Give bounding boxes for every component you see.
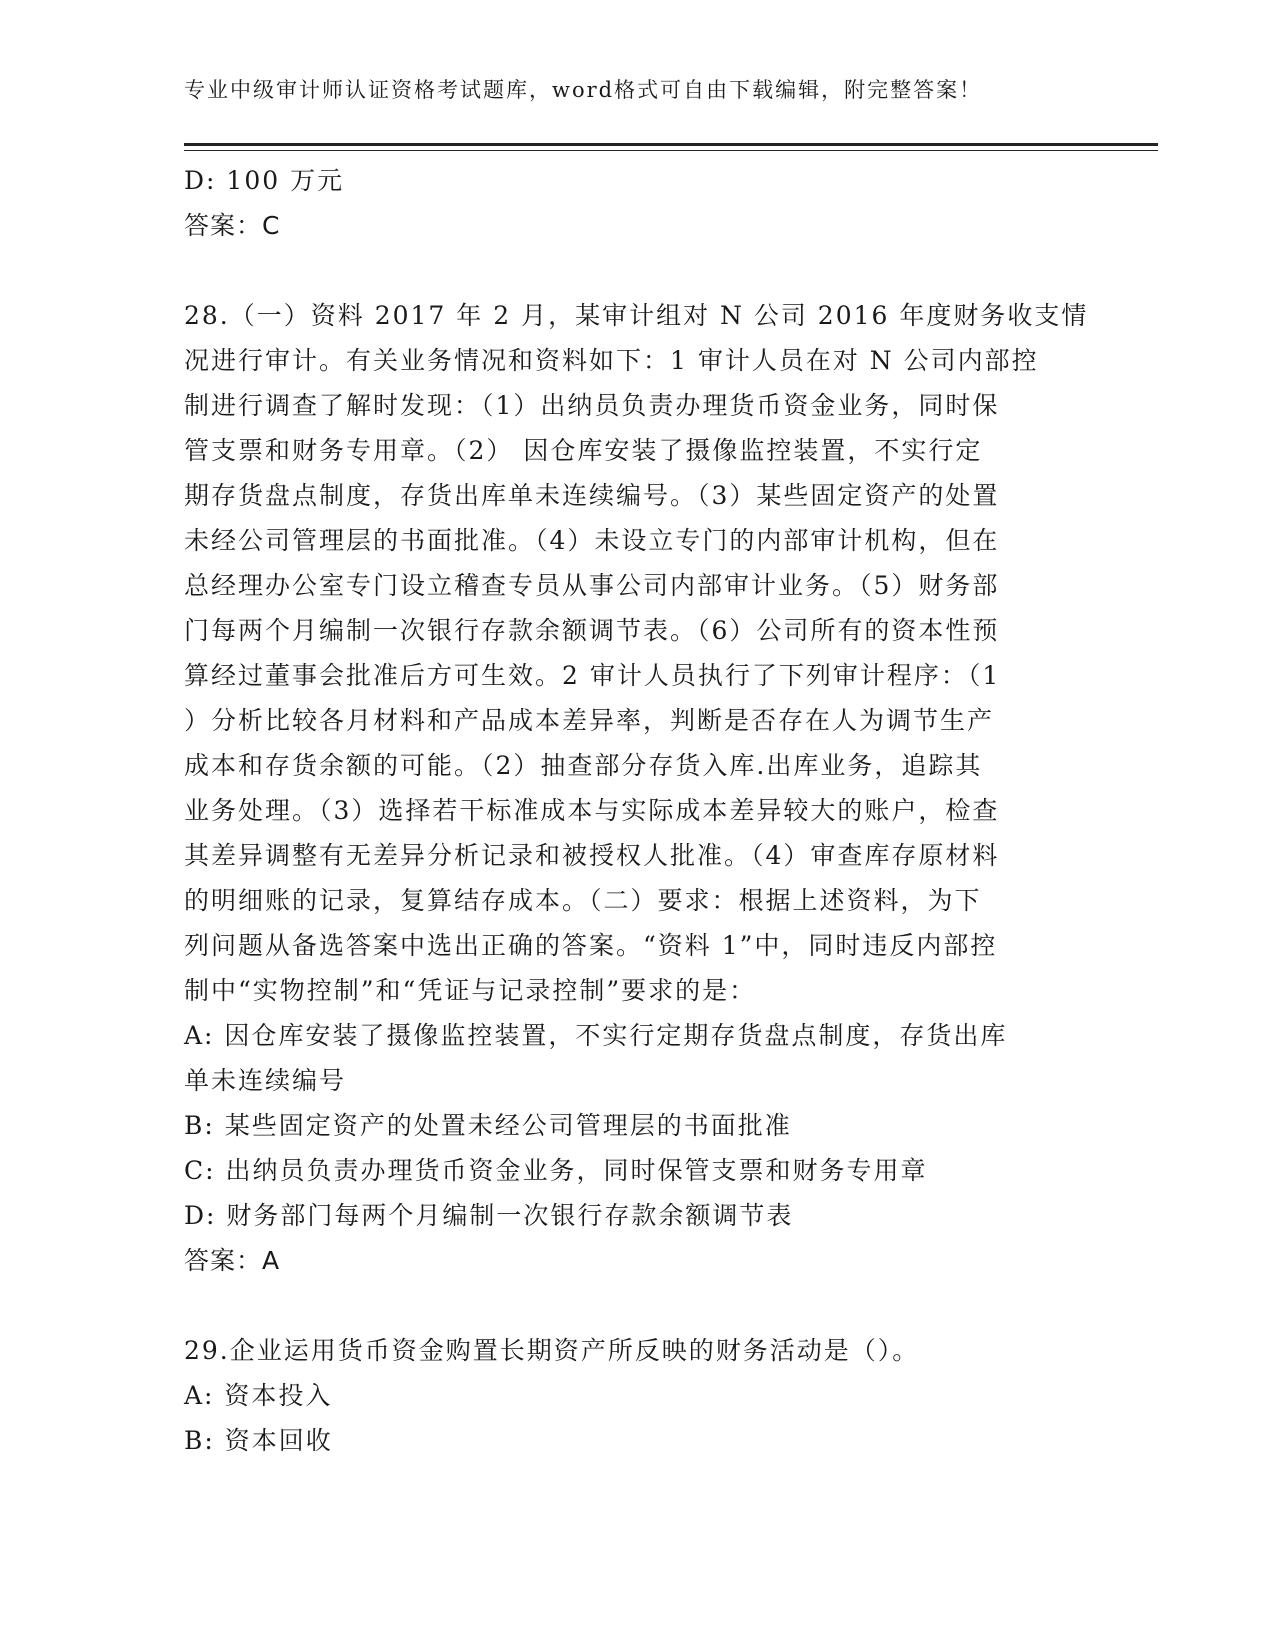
- question-29-stem: 29.企业运用货币资金购置长期资产所反映的财务活动是（）。: [184, 1336, 920, 1365]
- question-28-option-b: B: 某些固定资产的处置未经公司管理层的书面批准: [184, 1111, 792, 1140]
- document-body: [184, 158, 1089, 1463]
- page-header: 专业中级审计师认证资格考试题库，word格式可自由下载编辑，附完整答案！: [184, 78, 983, 102]
- question-28-line: 门每两个月编制一次银行存款余额调节表。（6）公司所有的资本性预: [184, 616, 1000, 645]
- question-28-option-d: D: 财务部门每两个月编制一次银行存款余额调节表: [184, 1201, 794, 1230]
- question-28-option-a: A: 因仓库安装了摄像监控装置，不实行定期存货盘点制度，存货出库: [184, 1021, 1008, 1050]
- header-rule-thin: [184, 150, 1158, 151]
- question-28-line: 期存货盘点制度，存货出库单未连续编号。（3）某些固定资产的处置: [184, 481, 1000, 510]
- question-28-line: 未经公司管理层的书面批准。（4）未设立专门的内部审计机构，但在: [184, 526, 1000, 555]
- question-28-line: 制进行调查了解时发现：（1）出纳员负责办理货币资金业务，同时保: [184, 391, 1000, 420]
- question-29-option-a: A: 资本投入: [184, 1381, 333, 1410]
- question-28-line: 列问题从备选答案中选出正确的答案。“资料 1”中，同时违反内部控: [184, 931, 998, 960]
- question-28-line: 管支票和财务专用章。（2） 因仓库安装了摄像监控装置，不实行定: [184, 436, 983, 465]
- question-28-stem: [184, 293, 1089, 1013]
- question-28-option-c: C: 出纳员负责办理货币资金业务，同时保管支票和财务专用章: [184, 1156, 928, 1185]
- question-28-line: 业务处理。（3）选择若干标准成本与实际成本差异较大的账户，检查: [184, 796, 1000, 825]
- question-28-line: 况进行审计。有关业务情况和资料如下：1 审计人员在对 N 公司内部控: [184, 346, 1039, 375]
- spacer: [184, 1283, 1084, 1328]
- question-28-line: 的明细账的记录，复算结存成本。（二）要求：根据上述资料，为下: [184, 886, 982, 915]
- question-28-line: 制中“实物控制”和“凭证与记录控制”要求的是：: [184, 976, 757, 1005]
- prev-option-d: D: 100 万元: [184, 166, 345, 195]
- question-28-line: 总经理办公室专门设立稽查专员从事公司内部审计业务。（5）财务部: [184, 571, 1000, 600]
- question-28-line: 28.（一）资料 2017 年 2 月，某审计组对 N 公司 2016 年度财务收支情: [184, 301, 1089, 330]
- spacer: [184, 248, 1084, 293]
- question-28-option-a-continued: 单未连续编号: [184, 1066, 347, 1095]
- prev-answer: 答案：C: [184, 211, 281, 240]
- question-28-line: 算经过董事会批准后方可生效。2 审计人员执行了下列审计程序：（1: [184, 661, 1001, 690]
- question-28-line: ）分析比较各月材料和产品成本差异率，判断是否存在人为调节生产: [184, 706, 995, 735]
- question-28-line: 成本和存货余额的可能。（2）抽查部分存货入库.出库业务，追踪其: [184, 751, 983, 780]
- question-29-option-b: B: 资本回收: [184, 1426, 333, 1455]
- question-28-line: 其差异调整有无差异分析记录和被授权人批准。（4）审查库存原材料: [184, 841, 1000, 870]
- question-28-answer: 答案：A: [184, 1246, 281, 1275]
- header-rule-thick: [184, 143, 1158, 146]
